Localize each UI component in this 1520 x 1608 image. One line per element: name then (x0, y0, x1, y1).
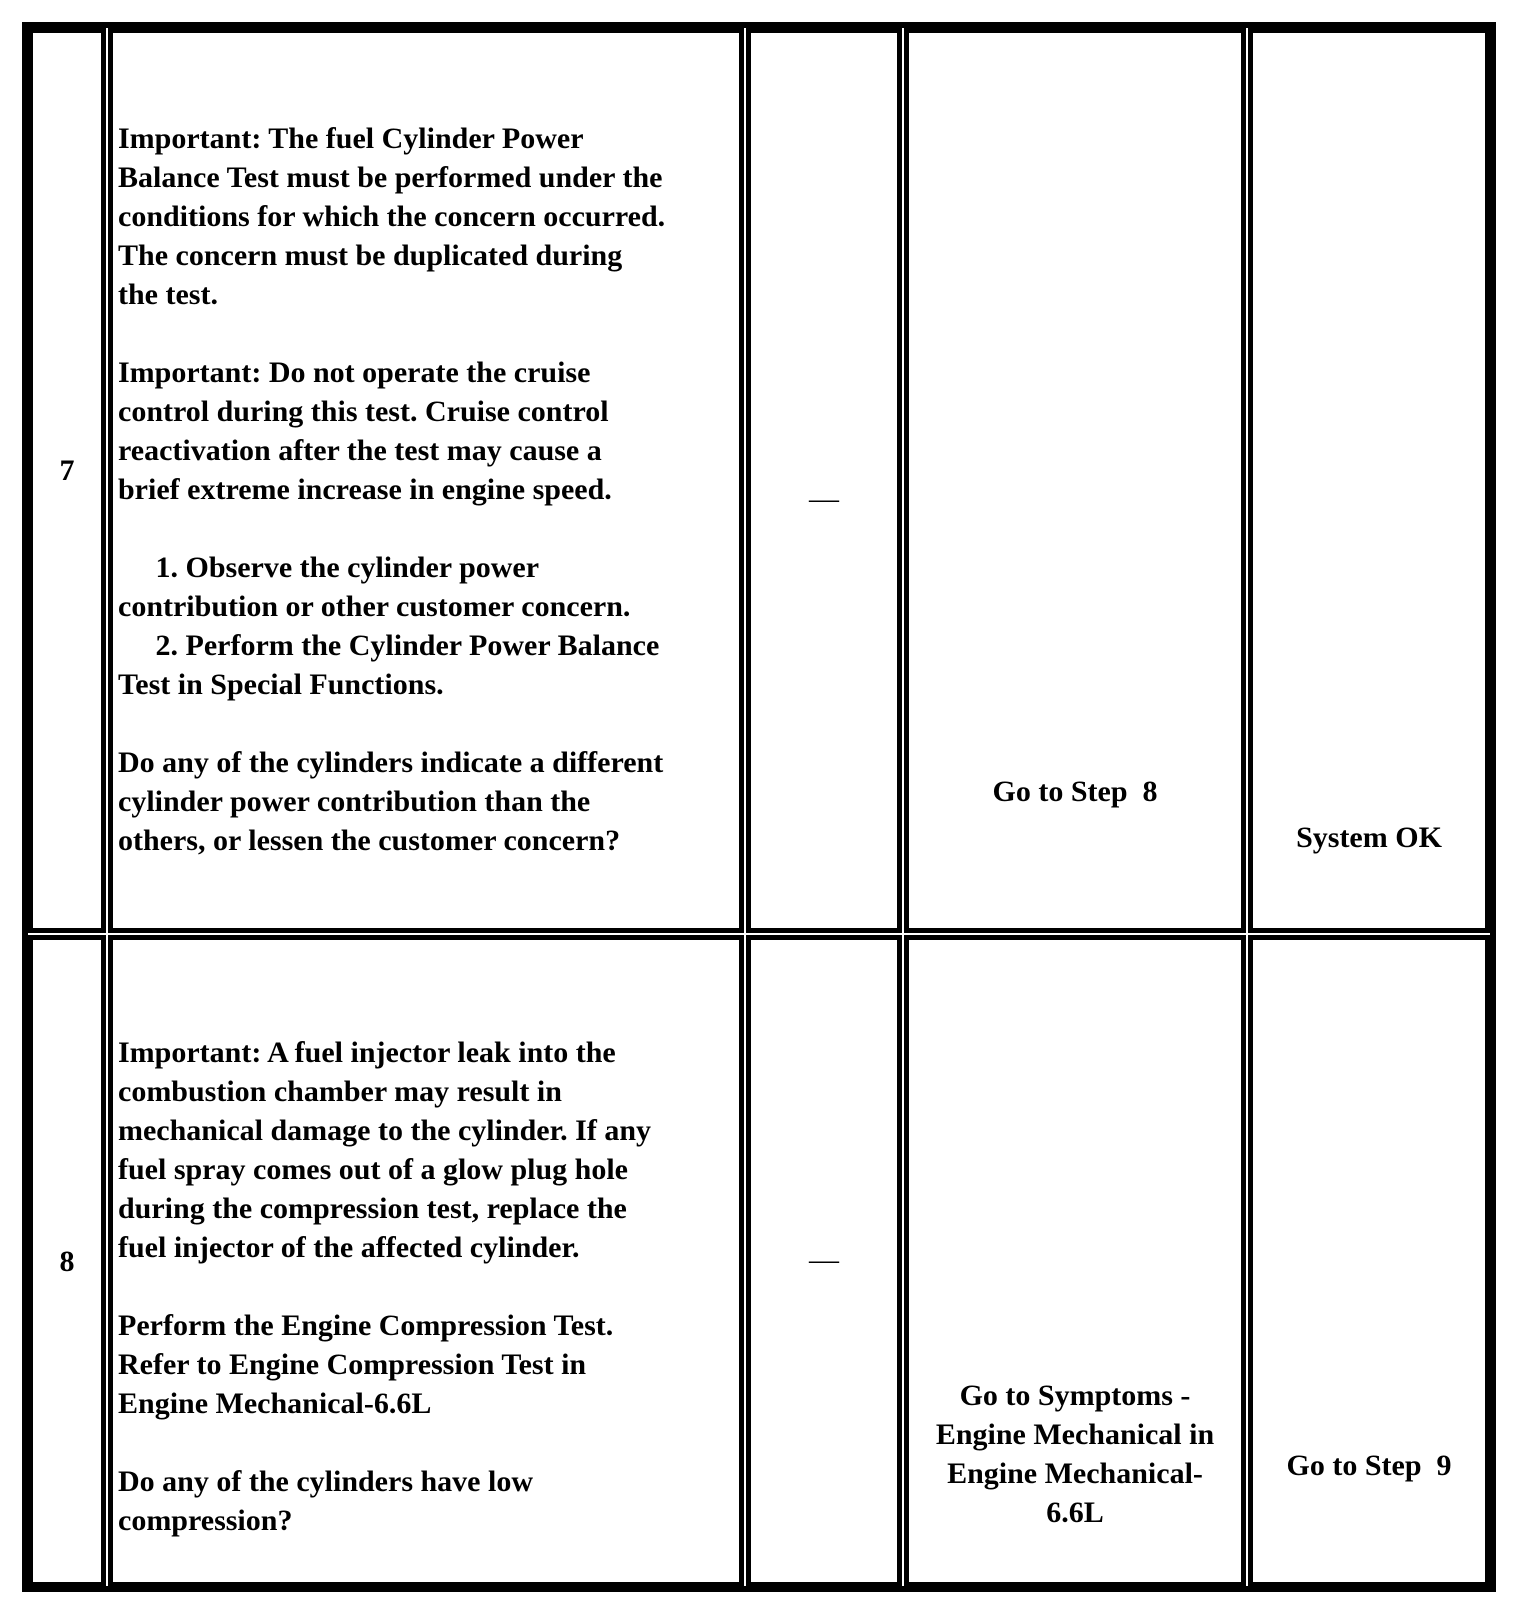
step-number: 8 (59, 1244, 75, 1278)
action-text: Important: A fuel injector leak into the combustion chamber may result in mechanical damage to the cylinder. If any fuel spray comes out of a glow plug hole during the compression test, replace the fuel injector of the affected cylinder. Perform the Engine Compression Test. Refer to Engine Compression Test in Engine Mechanical-6.6L Do any of the cylinders have low compression? (118, 1036, 652, 1537)
yes-action: Go to Symptoms - Engine Mechanical in Engine Mechanical- 6.6L (935, 1379, 1215, 1529)
yes-action: Go to Step 8 (992, 775, 1158, 808)
no-cell (1248, 935, 1490, 1587)
step-number-cell (28, 28, 106, 933)
value-text: — (809, 482, 839, 515)
no-action: System OK (1296, 821, 1442, 854)
action-text: Important: The fuel Cylinder Power Balance Test must be performed under the conditions for which the concern occurred. The concern must be duplicated during the test. Important: Do not operate the cruise control during this test. Cruise control reactivation after the test may cause a brief extreme increase in engine speed. 1. Observe the cylinder power contribution or other customer concern. 2. Perform the Cylinder Power Balance Test in Special Functions. Do any of the cylinders indicate a different cylinder power contribution than the others, or lessen the customer concern? (118, 122, 666, 857)
yes-cell (904, 28, 1246, 933)
value-text: — (809, 1243, 839, 1276)
step-number: 7 (59, 454, 75, 487)
value-cell (746, 935, 902, 1587)
yes-cell (904, 935, 1246, 1587)
step-number-cell (28, 935, 106, 1587)
no-cell (1248, 28, 1490, 933)
value-cell (746, 28, 902, 933)
action-cell (108, 935, 744, 1587)
no-action: Go to Step 9 (1286, 1449, 1452, 1482)
action-cell (108, 28, 744, 933)
